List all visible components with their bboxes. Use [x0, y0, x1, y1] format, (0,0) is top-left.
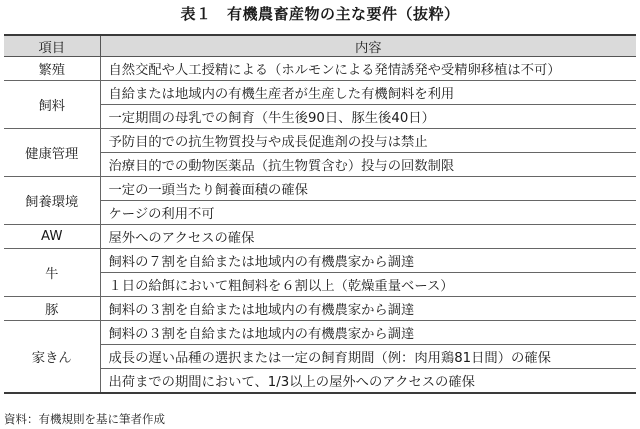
- row-content: 一定の一頭当たり飼養面積の確保: [100, 177, 636, 201]
- row-item-label: 繁殖: [4, 57, 100, 81]
- table-row: [4, 297, 636, 321]
- table-row: [4, 225, 636, 249]
- table-row: [4, 321, 636, 345]
- header-item: 項目: [4, 35, 100, 57]
- row-item-label: 飼養環境: [4, 177, 100, 225]
- table-row: [4, 129, 636, 153]
- table-row: [4, 249, 636, 273]
- row-content: 自然交配や人工授精による（ホルモンによる発情誘発や受精卵移植は不可）: [100, 57, 636, 81]
- source-note: 資料：有機規則を基に筆者作成: [4, 412, 165, 426]
- row-item-label: 豚: [4, 297, 100, 321]
- row-content: 出荷までの期間において、1/3以上の屋外へのアクセスの確保: [108, 375, 475, 390]
- row-content: 治療目的での動物医薬品（抗生物質含む）投与の回数制限: [100, 153, 636, 177]
- row-content: 一定期間の母乳での飼育（牛生後90日、豚生後40日）: [100, 105, 636, 129]
- row-content: 成長の遅い品種の選択または一定の飼育期間（例：肉用鶏81日間）の確保: [100, 345, 636, 369]
- row-content: １日の給餌において粗飼料を６割以上（乾燥重量ベース）: [100, 273, 636, 297]
- requirements-table: [4, 34, 636, 394]
- row-item-label: AW: [4, 225, 100, 249]
- header-content: 内容: [100, 35, 636, 57]
- row-content: 屋外へのアクセスの確保: [100, 225, 636, 249]
- row-content: 飼料の３割を自給または地域内の有機農家から調達: [100, 297, 636, 321]
- row-content: 飼料の３割を自給または地域内の有機農家から調達: [100, 321, 636, 345]
- table-row: [4, 81, 636, 105]
- table-title: 表１ 有機農畜産物の主な要件（抜粋）: [180, 5, 460, 23]
- table-header-row: [4, 35, 636, 57]
- row-content: 予防目的での抗生物質投与や成長促進剤の投与は禁止: [100, 129, 636, 153]
- row-item-label: 健康管理: [4, 129, 100, 177]
- row-content: 自給または地域内の有機生産者が生産した有機飼料を利用: [100, 81, 636, 105]
- row-item-label: 飼料: [4, 81, 100, 129]
- row-content: ケージの利用不可: [100, 201, 636, 225]
- row-item-label: 家きん: [4, 321, 100, 394]
- table-row: [4, 177, 636, 201]
- row-item-label: 牛: [4, 249, 100, 297]
- table-row: [4, 57, 636, 81]
- row-content: 飼料の７割を自給または地域内の有機農家から調達: [100, 249, 636, 273]
